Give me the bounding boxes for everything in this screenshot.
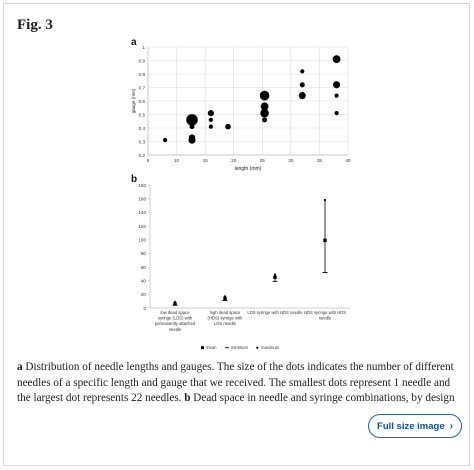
panel-a-x-tick-label: 5: [146, 158, 150, 163]
panel-b-category-label: (HDS) syringe with: [207, 315, 243, 321]
panel-a-chart: [131, 37, 351, 172]
caption-part-a-letter: a: [17, 361, 23, 373]
panel-b-y-tick-label: 80: [140, 251, 146, 257]
panel-a-bubble: [186, 114, 198, 126]
panel-a-x-tick-label: 25: [259, 158, 265, 163]
panel-a-x-tick-label: 10: [174, 158, 180, 163]
panel-a-x-axis-label: length (mm): [234, 166, 262, 172]
panel-b-legend-mean-swatch: [201, 346, 204, 349]
panel-b-category-label: syringe (LDS) with: [157, 315, 193, 321]
full-size-image-button[interactable]: [368, 414, 462, 438]
panel-a-bubble: [300, 82, 305, 87]
panel-b-y-tick-label: 180: [138, 182, 146, 188]
panel-b-y-tick-label: 60: [140, 264, 146, 270]
panel-b-mean-marker: [223, 297, 226, 300]
panel-b-mean-marker: [273, 276, 276, 279]
figure-label: Fig. 3: [17, 17, 53, 33]
panel-a-bubble: [163, 138, 167, 142]
panel-a-bubble: [260, 109, 269, 118]
figure-caption: [17, 360, 459, 407]
panel-b-y-tick-label: 140: [138, 210, 146, 216]
panel-a-y-tick-label: 0.4: [138, 125, 145, 131]
panel-a-bubble: [208, 110, 214, 116]
panel-a-x-tick-label: 40: [345, 158, 351, 163]
panel-b-category-label: high dead space: [209, 310, 241, 315]
panel-b-category-label: LDS syringe with HDS needle: [247, 310, 303, 315]
panel-b-chart: [131, 174, 350, 350]
panel-a-bubble: [300, 69, 304, 73]
panel-b-mean-marker: [173, 302, 176, 305]
panel-a-bubble: [262, 117, 267, 122]
panel-b-y-tick-label: 20: [140, 292, 146, 298]
panel-a-bubble: [333, 81, 340, 88]
panel-a-y-tick-label: 0.8: [138, 71, 145, 77]
panel-a-bubble: [225, 124, 231, 130]
panel-b-y-tick-label: 100: [138, 237, 146, 243]
panel-a-x-tick-label: 15: [202, 158, 208, 163]
panel-a-x-tick-label: 30: [288, 158, 294, 163]
panel-a-bubble: [334, 111, 338, 115]
caption-part-b-letter: b: [184, 392, 191, 404]
panel-a-bubble: [299, 92, 306, 99]
panel-a-y-tick-label: 0.7: [138, 85, 145, 91]
panel-b-mean-marker: [323, 239, 326, 242]
panel-b-legend-maximum-swatch: [256, 347, 258, 349]
panel-a-y-axis-label: gauge (mm): [131, 88, 136, 114]
panel-a-y-tick-label: 0.3: [138, 139, 145, 145]
panel-a-x-tick-label: 35: [316, 158, 322, 163]
panel-b-letter: b: [131, 174, 138, 185]
caption-part-b-text: Dead space in needle and syringe combinations, by design: [190, 392, 455, 404]
full-size-image-label: Full size image: [377, 420, 445, 432]
panel-b-maximum-marker: [324, 199, 326, 201]
panel-b-y-tick-label: 120: [138, 223, 146, 229]
panel-b-category-label: low dead space: [160, 310, 190, 315]
panel-b-category-label: needle: [168, 326, 182, 332]
panel-a-y-tick-label: 0.2: [138, 152, 145, 158]
panel-a-x-tick-label: 20: [231, 158, 237, 163]
panel-a-bubble: [209, 125, 213, 129]
panel-a-letter: a: [131, 37, 137, 48]
panel-b-legend-mean: mean: [206, 345, 217, 350]
panel-a-bubble: [333, 55, 341, 63]
panel-a-y-tick-label: 0.6: [138, 98, 145, 104]
panel-b-category-label: needle: [318, 315, 332, 321]
panel-a-bubble: [334, 94, 338, 98]
panel-a-bubble: [189, 124, 194, 129]
panel-b-y-tick-label: 40: [140, 278, 146, 284]
panel-b-y-tick-label: 0: [143, 305, 146, 311]
panel-a-y-tick-label: 0.5: [138, 112, 145, 118]
panel-a-y-tick-label: 1: [142, 44, 145, 50]
caption-part-a-text: Distribution of needle lengths and gauges. The size of the dots indicates the number of different needles of a specific length and gauge that we received. The smallest dots represent 1 needle and the largest dot represents 22 needles.: [17, 361, 454, 404]
panel-b-maximum-marker: [274, 273, 276, 275]
panel-b-category-label: HDS syringe with HDS: [303, 310, 347, 315]
panel-a-y-tick-label: 0.9: [138, 58, 145, 64]
chevron-right-icon: ›: [449, 420, 453, 432]
panel-b-y-tick-label: 160: [138, 196, 146, 202]
panel-a-bubble: [188, 137, 195, 144]
panel-b-category-label: permanently attached: [154, 321, 196, 327]
panel-b-legend-minimum: minimum: [231, 345, 248, 350]
panel-a-bubble: [260, 91, 270, 101]
panel-b-category-label: LDS needle: [214, 321, 236, 327]
panel-a-bubble: [209, 118, 213, 122]
panel-b-legend-maximum: maximum: [261, 345, 280, 350]
